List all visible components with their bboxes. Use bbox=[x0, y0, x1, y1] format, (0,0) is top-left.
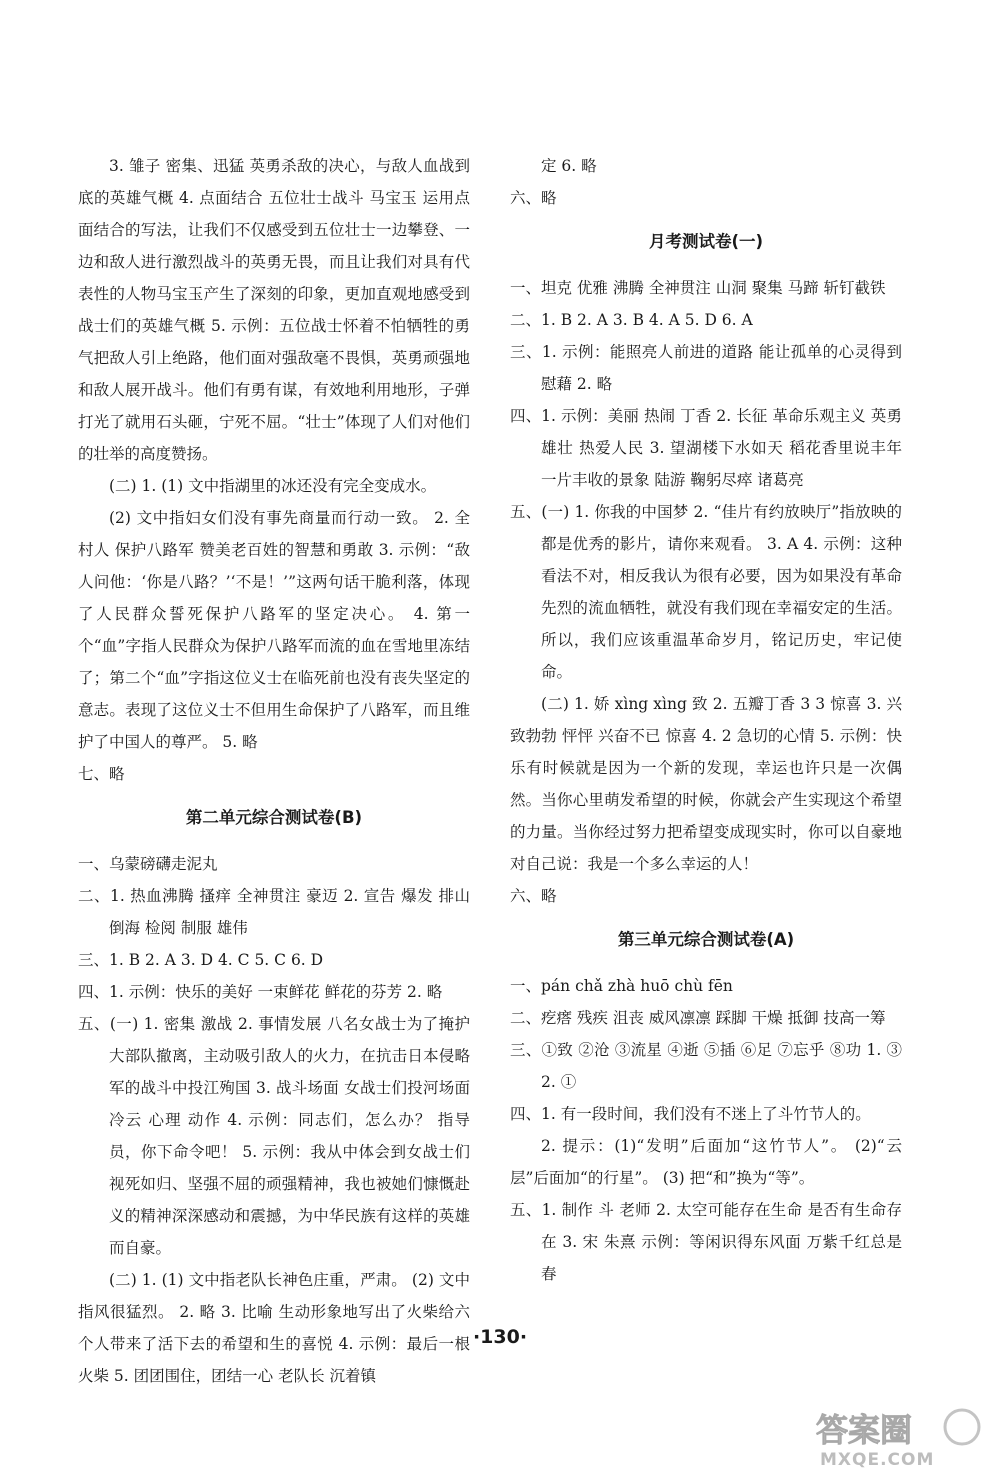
answer-paragraph: 四、1. 示例：美丽 热闹 丁香 2. 长征 革命乐观主义 英勇 雄壮 热爱人民 3. 望湖楼下水如天 稻花香里说丰年 一片丰收的景象 陆游 鞠躬尽瘁 诸葛亮 bbox=[510, 407, 902, 489]
watermark-logo bbox=[812, 1405, 992, 1469]
answer-paragraph: 七、略 bbox=[78, 765, 125, 783]
answer-paragraph: (2) 文中指妇女们没有事先商量而行动一致。 2. 全村人 保护八路军 赞美老百姓的智慧和勇敢 3. 示例：“敌人问他：‘你是八路？’‘不是！’”这两句话干脆利落，体现了人民群众誓死保护八路军的坚定决心。 4. 第一个“血”字指人民群众为保护八路军而流的血在雪地里冻结了；第二个“血”字指这位义士在临死前也没有丧失坚定的意志。表现了这位义士不但用生命保护了八路军，而且维护了中国人的尊严。 5. 略 bbox=[78, 509, 470, 751]
page-number: ·130· bbox=[472, 1326, 528, 1348]
answer-paragraph: 六、略 bbox=[510, 189, 557, 207]
watermark-url: MXQE.COM bbox=[820, 1450, 935, 1469]
answer-paragraph: 一、坦克 优雅 沸腾 全神贯注 山洞 聚集 马蹄 斩钉截铁 bbox=[510, 279, 886, 297]
answer-paragraph: (二) 1. (1) 文中指湖里的冰还没有完全变成水。 bbox=[109, 477, 437, 495]
answer-paragraph: 五、(一) 1. 密集 激战 2. 事情发展 八名女战士为了掩护大部队撤离，主动吸引敌人的火力，在抗击日本侵略军的战斗中投江殉国 3. 战斗场面 女战士们投河场面 冷云 心理 动作 4. 示例：同志们，怎么办？ 指导员，你下命令吧！ 5. 示例：我从中体会到女战士们视死如归、坚强不屈的顽强精神，我也被她们慷慨赴义的精神深深感动和震撼，为中华民族有这样的英雄而自豪。 bbox=[78, 1015, 470, 1257]
answer-paragraph: 三、1. 示例：能照亮人前进的道路 能让孤单的心灵得到慰藉 2. 略 bbox=[510, 343, 902, 393]
answer-paragraph: 一、乌蒙磅礴走泥丸 bbox=[78, 855, 218, 873]
section-heading: 第二单元综合测试卷(B) bbox=[185, 808, 363, 827]
section-heading: 月考测试卷(一) bbox=[648, 232, 764, 251]
answer-paragraph: (二) 1. 娇 xìng xìng 致 2. 五瓣丁香 3 3 惊喜 3. 兴致勃勃 怦怦 兴奋不已 惊喜 4. 2 急切的心情 5. 示例：快乐有时候就是因为一个新的发现，幸运也许只是一次偶然。当你心里萌发希望的时候，你就会产生实现这个希望的力量。当你经过努力把希望变成现实时，你可以自豪地对自己说：我是一个多么幸运的人！ bbox=[510, 695, 902, 873]
answer-paragraph: 二、1. B 2. A 3. B 4. A 5. D 6. A bbox=[510, 311, 753, 329]
answer-paragraph: 一、pán chǎ zhà huō chù fēn bbox=[510, 977, 733, 995]
answer-paragraph: 四、1. 示例：快乐的美好 一束鲜花 鲜花的芬芳 2. 略 bbox=[78, 983, 443, 1001]
answer-paragraph: 3. 雏子 密集、迅猛 英勇杀敌的决心，与敌人血战到底的英雄气概 4. 点面结合 五位壮士战斗 马宝玉 运用点面结合的写法，让我们不仅感受到五位壮士一边攀登、一边和敌人进行激烈战斗的英勇无畏，而且让我们对具有代表性的人物马宝玉产生了深刻的印象，更加直观地感受到战士们的英雄气概 5. 示例：五位战士怀着不怕牺牲的勇气把敌人引上绝路，他们面对强敌毫不畏惧，英勇顽强地和敌人展开战斗。他们有勇有谋，有效地利用地形，子弹打光了就用石头砸，宁死不屈。“壮士”体现了人们对他们的壮举的高度赞扬。 bbox=[78, 157, 470, 463]
answer-paragraph: 2. 提示：(1)“发明”后面加“这竹节人”。 (2)“云层”后面加“的行星”。 (3) 把“和”换为“等”。 bbox=[510, 1137, 902, 1187]
answer-paragraph: 六、略 bbox=[510, 887, 557, 905]
answer-paragraph: 五、(一) 1. 你我的中国梦 2. “佳片有约放映厅”指放映的都是优秀的影片，请你来观看。 3. A 4. 示例：这种看法不对，相反我认为很有必要，因为如果没有革命先烈的流血牺牲，就没有我们现在幸福安定的生活。所以，我们应该重温革命岁月，铭记历史，牢记使命。 bbox=[510, 503, 902, 681]
answer-paragraph: 五、1. 制作 斗 老师 2. 太空可能存在生命 是否有生命存在 3. 宋 朱熹 示例：等闲识得东风面 万紫千红总是春 bbox=[510, 1201, 902, 1283]
right-column bbox=[510, 150, 902, 1290]
answer-paragraph: 三、①致 ②沧 ③流星 ④逝 ⑤插 ⑥足 ⑦忘乎 ⑧功 1. ③ 2. ① bbox=[510, 1041, 902, 1091]
section-heading: 第三单元综合测试卷(A) bbox=[617, 930, 795, 949]
answer-paragraph: 二、疙瘩 残疾 沮丧 威风凛凛 踩脚 干燥 抵御 技高一筹 bbox=[510, 1009, 886, 1027]
answer-paragraph: 二、1. 热血沸腾 搔痒 全神贯注 豪迈 2. 宣告 爆发 排山倒海 检阅 制服 雄伟 bbox=[78, 887, 470, 937]
answer-paragraph: 三、1. B 2. A 3. D 4. C 5. C 6. D bbox=[78, 951, 324, 969]
watermark-logo-text: 答案圈 bbox=[816, 1411, 913, 1449]
left-column bbox=[78, 150, 470, 1392]
answer-paragraph: (二) 1. (1) 文中指老队长神色庄重，严肃。 (2) 文中指风很猛烈。 2. 略 3. 比喻 生动形象地写出了火柴给六个人带来了活下去的希望和生的喜悦 4. 示例：最后一根火柴 5. 团团围住，团结一心 老队长 沉着镇 bbox=[78, 1271, 470, 1385]
answer-paragraph: 定 6. 略 bbox=[541, 157, 597, 175]
answer-paragraph: 四、1. 有一段时间，我们没有不迷上了斗竹节人的。 bbox=[510, 1105, 871, 1123]
